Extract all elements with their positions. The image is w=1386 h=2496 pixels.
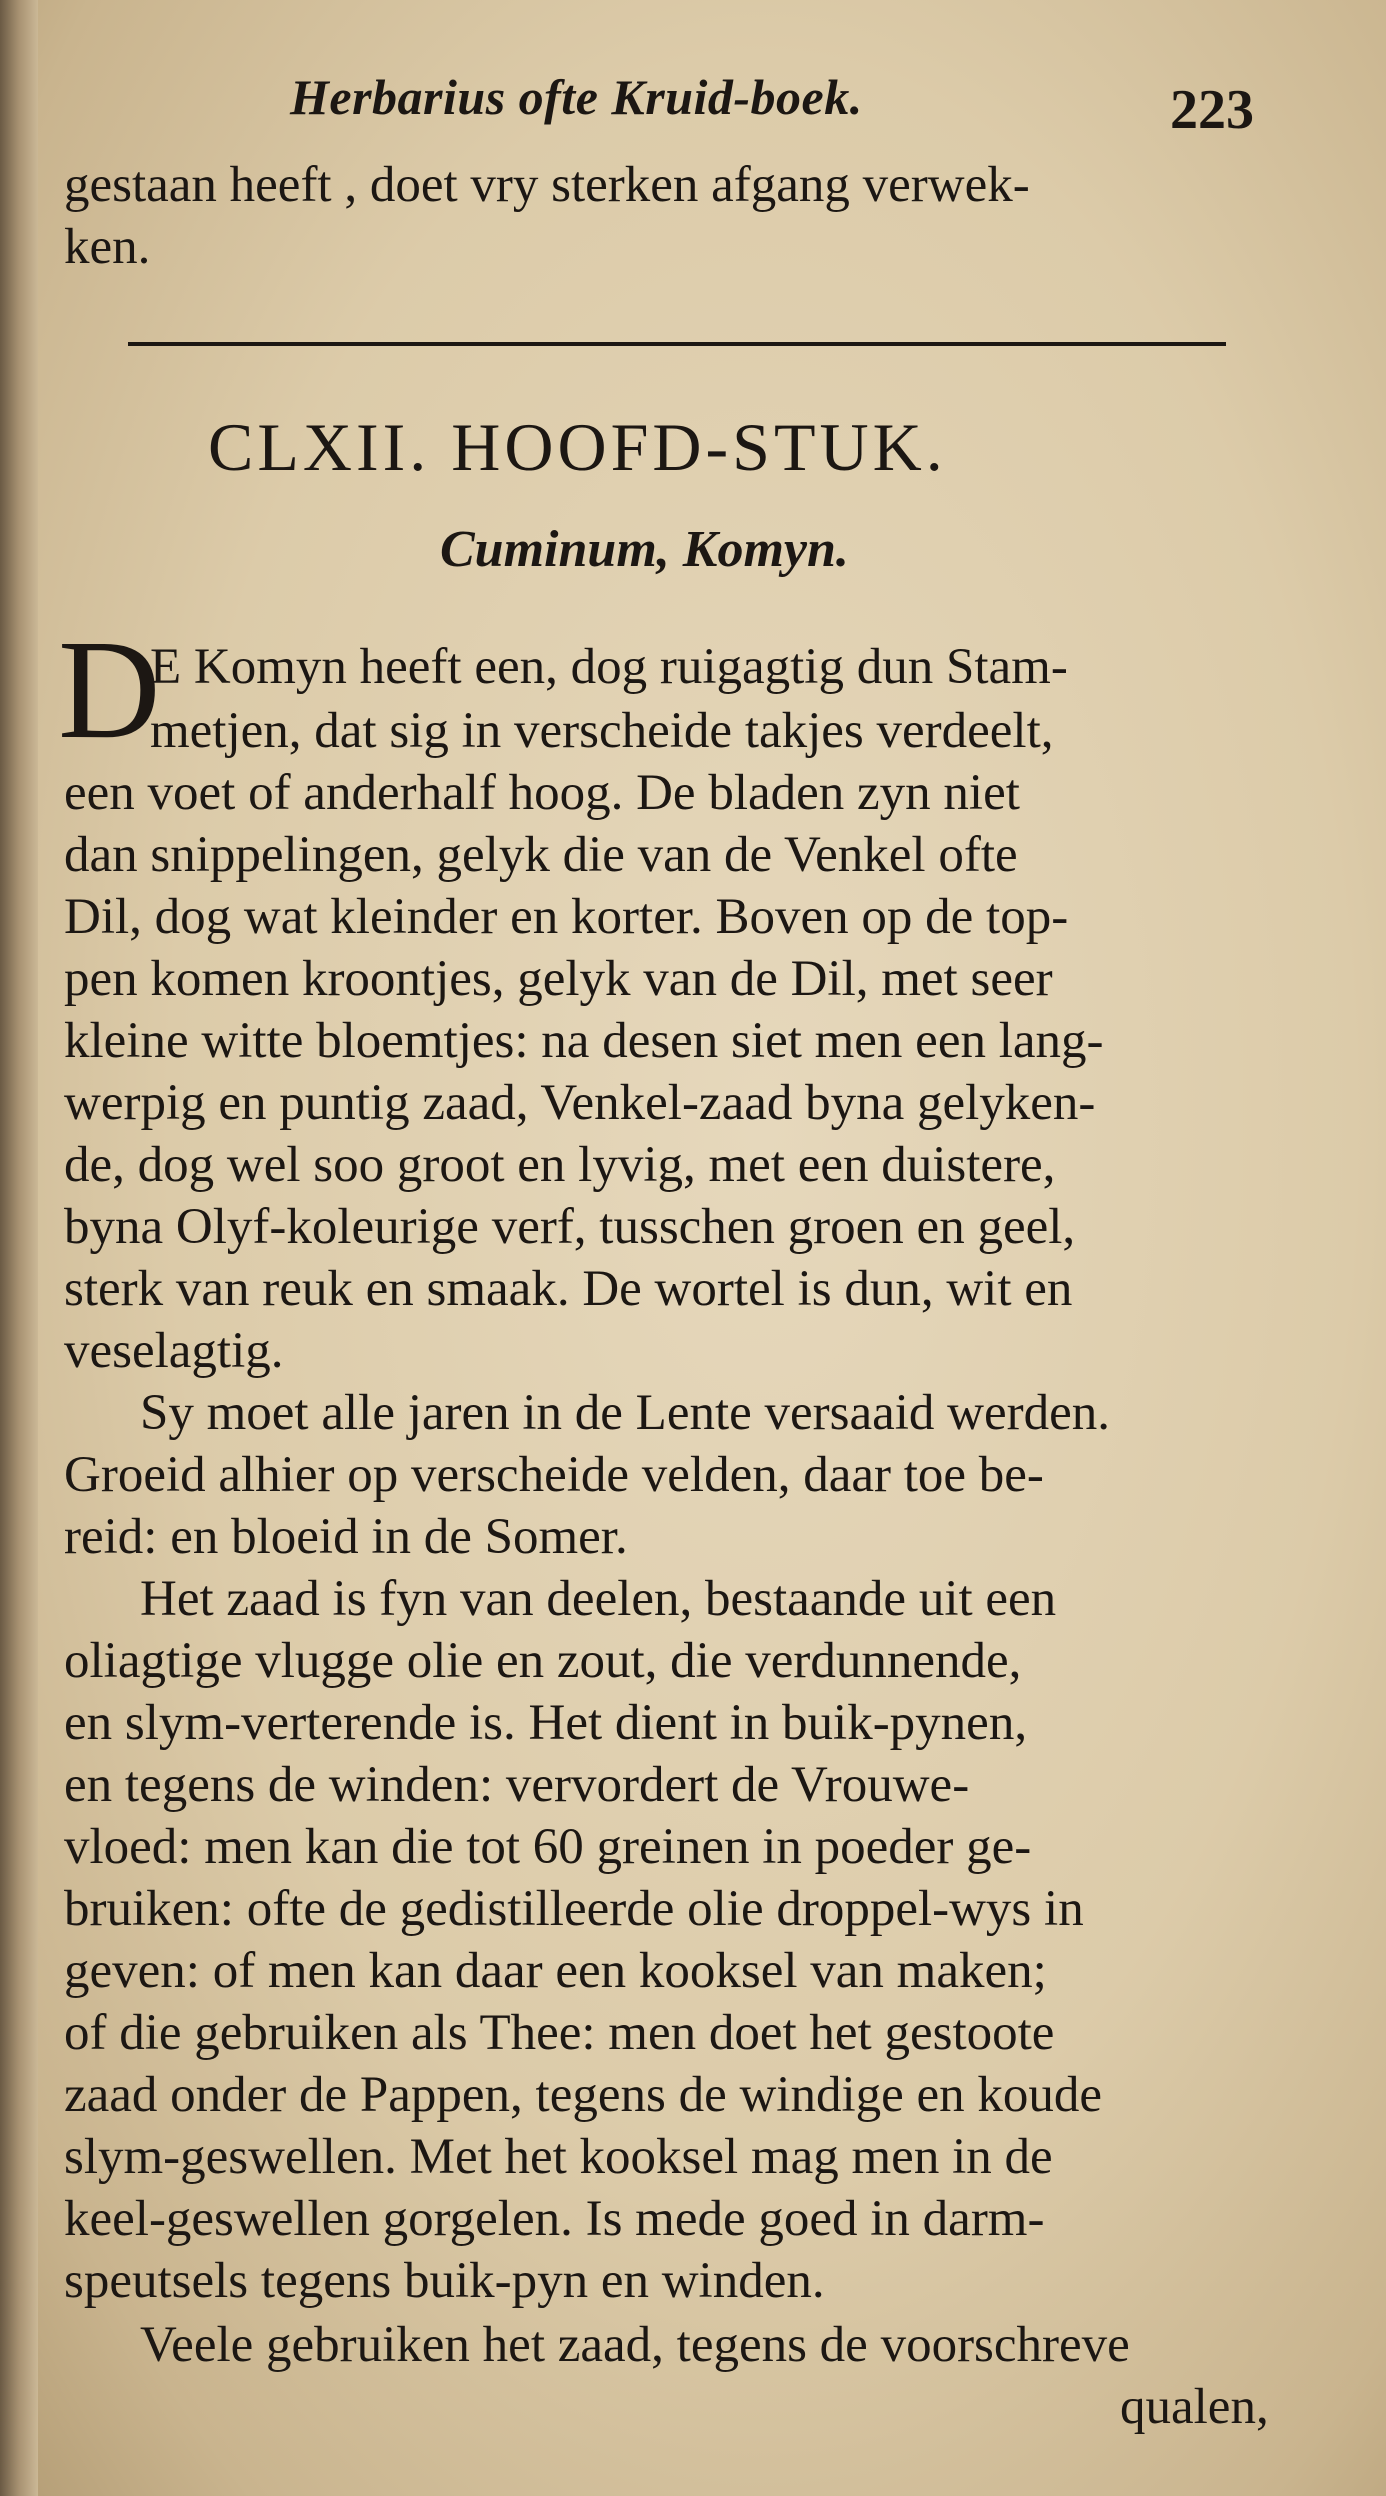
drop-cap: D bbox=[58, 610, 161, 768]
body-line: en slym-verterende is. Het dient in buik-pynen, bbox=[64, 1695, 1028, 1751]
body-line: zaad onder de Pappen, tegens de windige en koude bbox=[64, 2067, 1103, 2123]
body-line: kleine witte bloemtjes: na desen siet men een lang- bbox=[64, 1013, 1104, 1069]
body-line: Veele gebruiken het zaad, tegens de voorschreve bbox=[140, 2317, 1130, 2373]
running-head: Herbarius ofte Kruid-boek. bbox=[290, 69, 863, 125]
body-line: slym-geswellen. Met het kooksel mag men in de bbox=[64, 2129, 1053, 2185]
body-line: reid: en bloeid in de Somer. bbox=[64, 1509, 628, 1565]
body-line: of die gebruiken als Thee: men doet het gestoote bbox=[64, 2005, 1055, 2061]
body-line: pen komen kroontjes, gelyk van de Dil, met seer bbox=[64, 951, 1053, 1007]
body-line: bruiken: ofte de gedistilleerde olie droppel-wys in bbox=[64, 1881, 1084, 1937]
body-line: oliagtige vlugge olie en zout, die verdunnende, bbox=[64, 1633, 1022, 1689]
body-line: geven: of men kan daar een kooksel van maken; bbox=[64, 1943, 1047, 1999]
body-line: veselagtig. bbox=[64, 1323, 284, 1379]
body-line: de, dog wel soo groot en lyvig, met een duistere, bbox=[64, 1137, 1056, 1193]
body-line: en tegens de winden: vervordert de Vrouwe- bbox=[64, 1757, 970, 1813]
body-line: Sy moet alle jaren in de Lente versaaid werden. bbox=[140, 1385, 1111, 1441]
page-number: 223 bbox=[1170, 79, 1254, 141]
body-line: Dil, dog wat kleinder en korter. Boven op de top- bbox=[64, 889, 1069, 945]
body-line: dan snippelingen, gelyk die van de Venkel ofte bbox=[64, 827, 1018, 883]
body-line: E Komyn heeft een, dog ruigagtig dun Stam- bbox=[150, 639, 1068, 695]
carryover-line: gestaan heeft , doet vry sterken afgang verwek- bbox=[64, 157, 1030, 213]
body-line: Groeid alhier op verscheide velden, daar toe be- bbox=[64, 1447, 1044, 1503]
carryover-line: ken. bbox=[64, 219, 151, 275]
body-line: keel-geswellen gorgelen. Is mede goed in darm- bbox=[64, 2191, 1045, 2247]
page-gutter bbox=[0, 0, 38, 2496]
chapter-subtitle: Cuminum, Komyn. bbox=[440, 521, 849, 578]
body-line: metjen, dat sig in verscheide takjes verdeelt, bbox=[150, 703, 1054, 759]
body-line: sterk van reuk en smaak. De wortel is dun, wit en bbox=[64, 1261, 1073, 1317]
section-rule bbox=[128, 342, 1226, 346]
body-line: vloed: men kan die tot 60 greinen in poeder ge- bbox=[64, 1819, 1032, 1875]
body-line: werpig en puntig zaad, Venkel-zaad byna gelyken- bbox=[64, 1075, 1096, 1131]
body-line: een voet of anderhalf hoog. De bladen zyn niet bbox=[64, 765, 1020, 821]
body-line: Het zaad is fyn van deelen, bestaande uit een bbox=[140, 1571, 1057, 1627]
body-line: speutsels tegens buik-pyn en winden. bbox=[64, 2253, 825, 2309]
chapter-title: CLXII. HOOFD-STUK. bbox=[208, 409, 947, 485]
catchword-line: qualen, bbox=[1120, 2379, 1269, 2435]
body-line: byna Olyf-koleurige verf, tusschen groen en geel, bbox=[64, 1199, 1076, 1255]
